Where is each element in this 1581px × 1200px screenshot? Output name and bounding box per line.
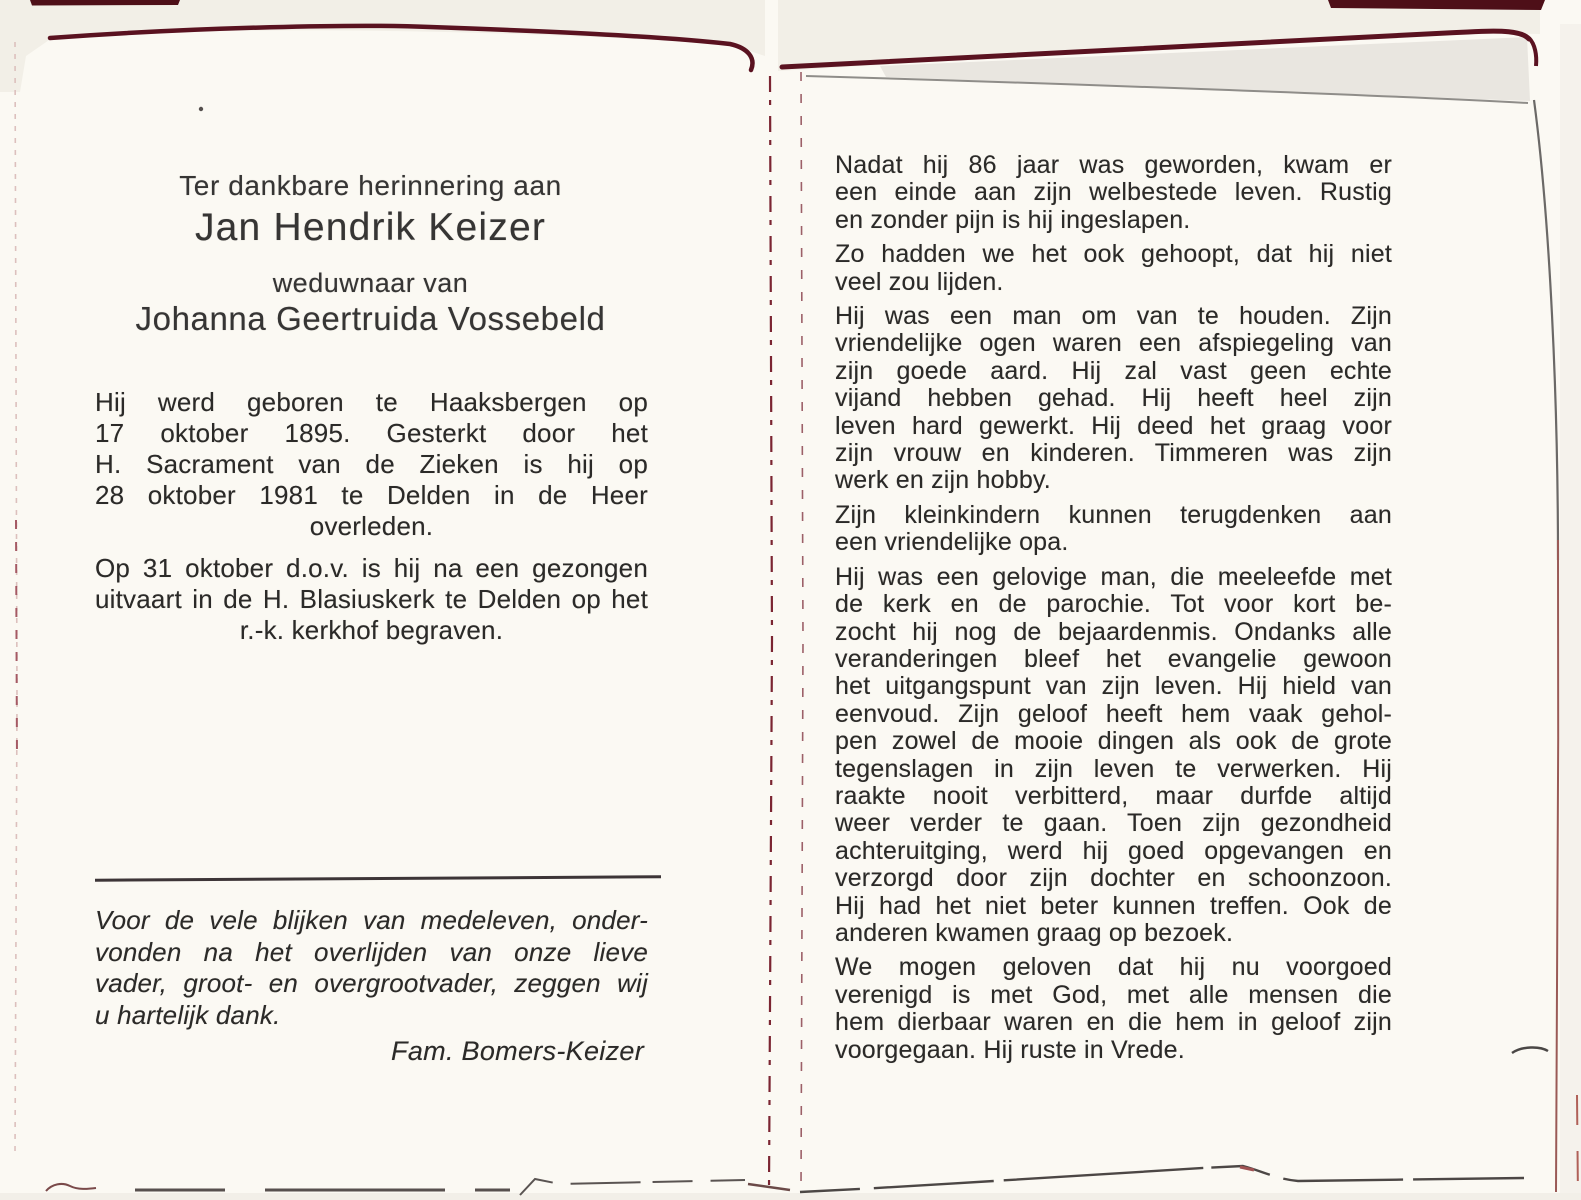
text-line: r.-k. kerkhof begraven. [239,615,504,645]
text-line: Op 31 oktober d.o.v. is hij na een gezongen [95,553,648,583]
paragraph [835,564,1392,948]
text-line: We mogen geloven dat hij nu voorgoed [835,953,1392,982]
text-line: raakte nooit verbitterd, maar durfde altijd [835,781,1392,810]
text-line: achteruitging, werd hij goed opgevangen en [835,836,1392,865]
text-line: Hij was een man om van te houden. Zijn [835,302,1392,331]
deceased-name: Jan Hendrik Keizer [194,206,547,249]
text-line: Voor de vele blijken van medeleven, onder- [95,905,648,935]
text-line: en zonder pijn is hij ingeslapen. [835,205,1191,234]
text-line: u hartelijk dank. [95,999,281,1030]
paragraph [835,502,1392,557]
text-line: veel zou lijden. [835,267,1004,296]
memorial-text-column [835,152,1392,1071]
text-line: pen zowel de mooie dingen als ook de grote [835,727,1392,756]
text-line: een vriendelijke opa. [835,528,1069,557]
text-line: Hij had het niet beter kunnen treffen. Ook de [835,891,1392,920]
text-line: voorgegaan. Hij ruste in Vrede. [835,1035,1185,1064]
text-line: leven hard gewerkt. Hij deed het graag voor [835,411,1392,440]
text-line: anderen kwamen graag op bezoek. [835,918,1234,947]
text-line: vonden na het overlijden van onze lieve [95,936,648,967]
text-line: Hij was een gelovige man, die meeleefde met [835,562,1392,591]
paragraph [835,954,1392,1064]
text-line: vijand hebben gehad. Hij heeft heel zijn [835,384,1392,413]
text-line: 17 oktober 1895. Gesterkt door het [95,418,648,448]
text-line: zijn goede aard. Hij zal vast geen echte [835,356,1392,385]
text-line: overleden. [309,511,434,541]
text-line: hem dierbaar waren en die hem in geloof zijn [835,1008,1392,1037]
dedication-text: Ter dankbare herinnering aan [179,170,562,201]
text-line: zijn vrouw en kinderen. Timmeren was zijn [835,439,1392,468]
text-line: tegenslagen in zijn leven te verwerken. Hij [835,754,1392,783]
text-line: werk en zijn hobby. [835,466,1051,495]
text-line: veranderingen bleef het evangelie gewoon [835,644,1392,673]
text-line: zocht hij nog de bejaardenmis. Ondanks alle [835,617,1392,646]
spouse-name: Johanna Geertruida Vossebeld [135,300,606,337]
text-line: uitvaart in de H. Blasiuskerk te Delden op het [95,584,648,614]
text-line: het uitgangspunt van zijn leven. Hij hield van [835,672,1392,701]
paragraph [835,241,1392,296]
text-line: weer verder te gaan. Toen zijn gezondheid [835,809,1392,838]
text-line: Zijn kleinkindern kunnen terugdenken aan [835,500,1392,529]
text-line: H. Sacrament van de Zieken is hij op [95,449,648,479]
text-line: Hij werd geboren te Haaksbergen op [95,387,648,417]
text-line: verzorgd door zijn dochter en schoonzoon. [835,864,1392,893]
text-line: verenigd is met God, met alle mensen die [835,980,1392,1009]
text-line: een einde aan zijn welbestede leven. Rustig [835,178,1392,207]
text-line: Nadat hij 86 jaar was geworden, kwam er [835,151,1392,179]
paragraph [835,152,1392,234]
text-line: eenvoud. Zijn geloof heeft hem vaak gehol- [835,699,1392,728]
text-line: vader, groot- en overgrootvader, zeggen wij [95,968,648,998]
text-line: Zo hadden we het ook gehoopt, dat hij niet [835,240,1392,269]
text-line: vriendelijke ogen waren een afspiegeling van [835,329,1392,358]
paragraph [835,303,1392,495]
text-line: 28 oktober 1981 te Delden in de Heer [95,480,648,510]
relation-text: weduwnaar van [272,268,469,298]
family-signature: Fam. Bomers-Keizer [391,1036,644,1066]
text-line: de kerk en de parochie. Tot voor kort be- [835,590,1392,619]
